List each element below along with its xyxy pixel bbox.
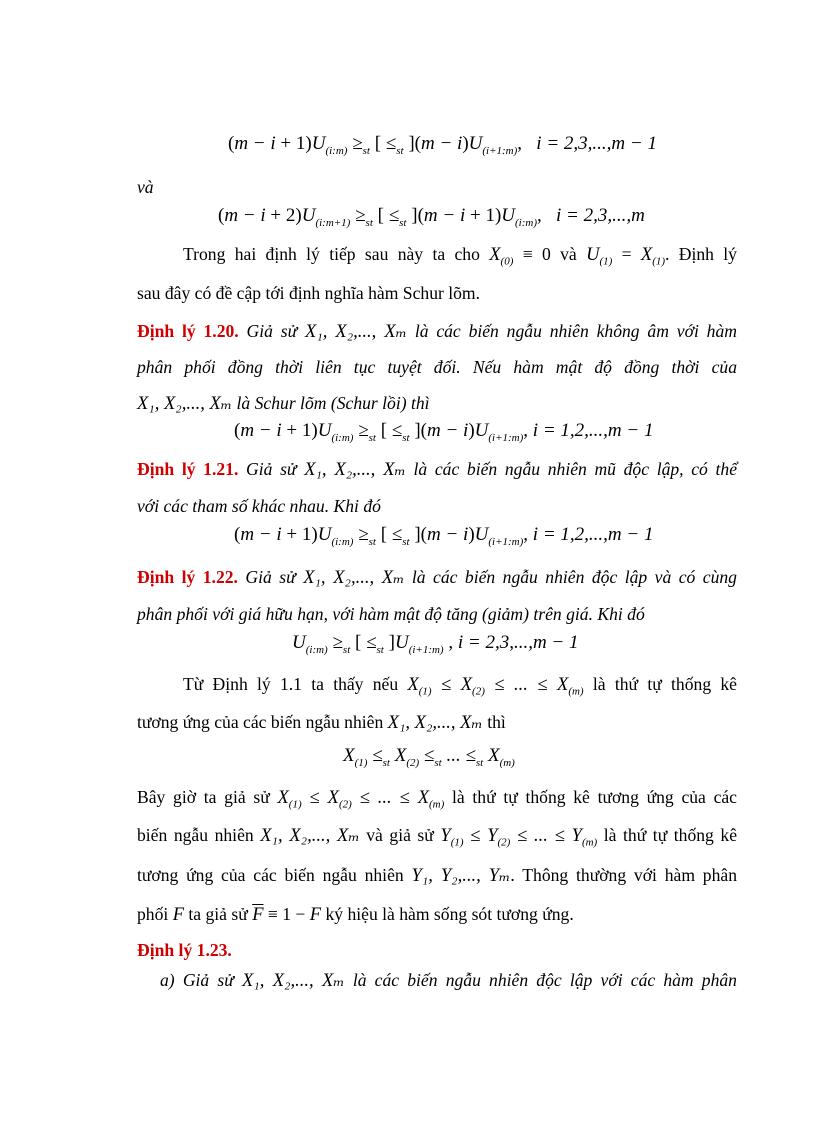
theorem-1-20-label: Định lý 1.20. (137, 321, 239, 341)
paragraph-1-line-1: Trong hai định lý tiếp sau này ta cho $X_{(0)} \equiv 0$ và $U_{(1)} = X_{(1)}$. Định lý (183, 244, 737, 268)
theorem-1-21-line-2: với các tham số khác nhau. Khi đó (137, 496, 381, 516)
theorem-1-23-item-a: a) Giả sử X₁, X₂,..., Xₘ là các biến ngẫu nhiên độc lập với các hàm phân (160, 970, 737, 991)
equation-6: $X_{(1)} \le_{st}$ $X_{(2)} \le_{st}$ ... $\le_{st}$ $X_{(m)}$ (343, 745, 515, 769)
paragraph-3-line-3: tương ứng của các biến ngẫu nhiên Y₁, Y₂,..., Yₘ. Thông thường với hàm phân (137, 865, 738, 886)
paragraph-3-line-1: Bây giờ ta giả sử $X_{(1)} \le X_{(2)}$ ≤ ... ≤ $X_{(m)}$ là thứ tự thống kê tương ứng của các (137, 787, 737, 811)
theorem-1-22-line-2: phân phối với giá hữu hạn, với hàm mật độ tăng (giảm) trên giá. Khi đó (137, 604, 645, 624)
equation-1-range: i = 2,3,...,m − 1 (536, 133, 657, 154)
theorem-1-21-line-1: Định lý 1.21. Giả sử X₁, X₂,..., Xₘ là các biến ngẫu nhiên mũ độc lập, có thể (137, 459, 738, 480)
equation-4: $(m - i + 1)U_{(i:m)} \ge_{st}$ [ $\le_{st}$ ]$(m - i)U_{(i+1:m)}$, i = 1,2,...,m − 1 (234, 524, 654, 548)
equation-4-range: i = 1,2,...,m − 1 (532, 524, 654, 545)
theorem-1-22-line-1: Định lý 1.22. Giả sử X₁, X₂,..., Xₘ là các biến ngẫu nhiên độc lập và có cùng (137, 567, 737, 588)
theorem-1-21-label: Định lý 1.21. (137, 459, 239, 479)
theorem-1-23-heading: Định lý 1.23. (137, 940, 232, 960)
equation-5: $U_{(i:m)} \ge_{st}$ [ $\le_{st}$ ]$U_{(i+1:m)}$ , i = 2,3,...,m − 1 (292, 632, 579, 656)
theorem-1-20-line-1: Định lý 1.20. Giả sử X₁, X₂,..., Xₘ là các biến ngẫu nhiên không âm với hàm (137, 321, 737, 342)
equation-2-range: i = 2,3,...,m (556, 205, 645, 226)
paragraph-2-line-2: tương ứng của các biến ngẫu nhiên X₁, X₂,..., Xₘ thì (137, 712, 506, 733)
equation-3-range: i = 1,2,...,m − 1 (532, 420, 654, 441)
equation-1: $(m - i + 1)U_{(i:m)} \ge_{st}$ [ $\le_{st}$ ]$(m - i)U_{(i+1:m)}$, i = 2,3,...,m − 1 (228, 133, 657, 157)
equation-5-range: i = 2,3,...,m − 1 (457, 632, 579, 653)
connector-text: và (137, 177, 154, 197)
theorem-1-22-label: Định lý 1.22. (137, 567, 238, 587)
equation-2: $(m - i + 2)U_{(i:m+1)} \ge_{st}$ [ $\le_{st}$ ]$(m - i + 1)U_{(i:m)}$, i = 2,3,...,m (218, 205, 645, 229)
equation-3: $(m - i + 1)U_{(i:m)} \ge_{st}$ [ $\le_{st}$ ]$(m - i)U_{(i+1:m)}$, i = 1,2,...,m − 1 (234, 420, 654, 444)
paragraph-2-line-1: Từ Định lý 1.1 ta thấy nếu $X_{(1)} \le X_{(2)}$ ≤ ... ≤ $X_{(m)}$ là thứ tự thống kê (183, 674, 737, 698)
paragraph-3-line-4: phối F ta giả sử $\overline{F} \equiv 1 - F$ ký hiệu là hàm sống sót tương ứng. (137, 904, 574, 925)
theorem-1-20-line-2: phân phối đồng thời liên tục tuyệt đối. Nếu hàm mật độ đồng thời của (137, 357, 737, 377)
paragraph-1-line-2: sau đây có đề cập tới định nghĩa hàm Schur lõm. (137, 283, 481, 303)
theorem-1-20-line-3: X₁, X₂,..., Xₘ là Schur lõm (Schur lồi) thì (137, 393, 430, 414)
paragraph-3-line-2: biến ngẫu nhiên X₁, X₂,..., Xₘ và giả sử $Y_{(1)} \le Y_{(2)}$ ≤ ... ≤ $Y_{(m)}$ là thứ tự thống kê (137, 825, 738, 849)
